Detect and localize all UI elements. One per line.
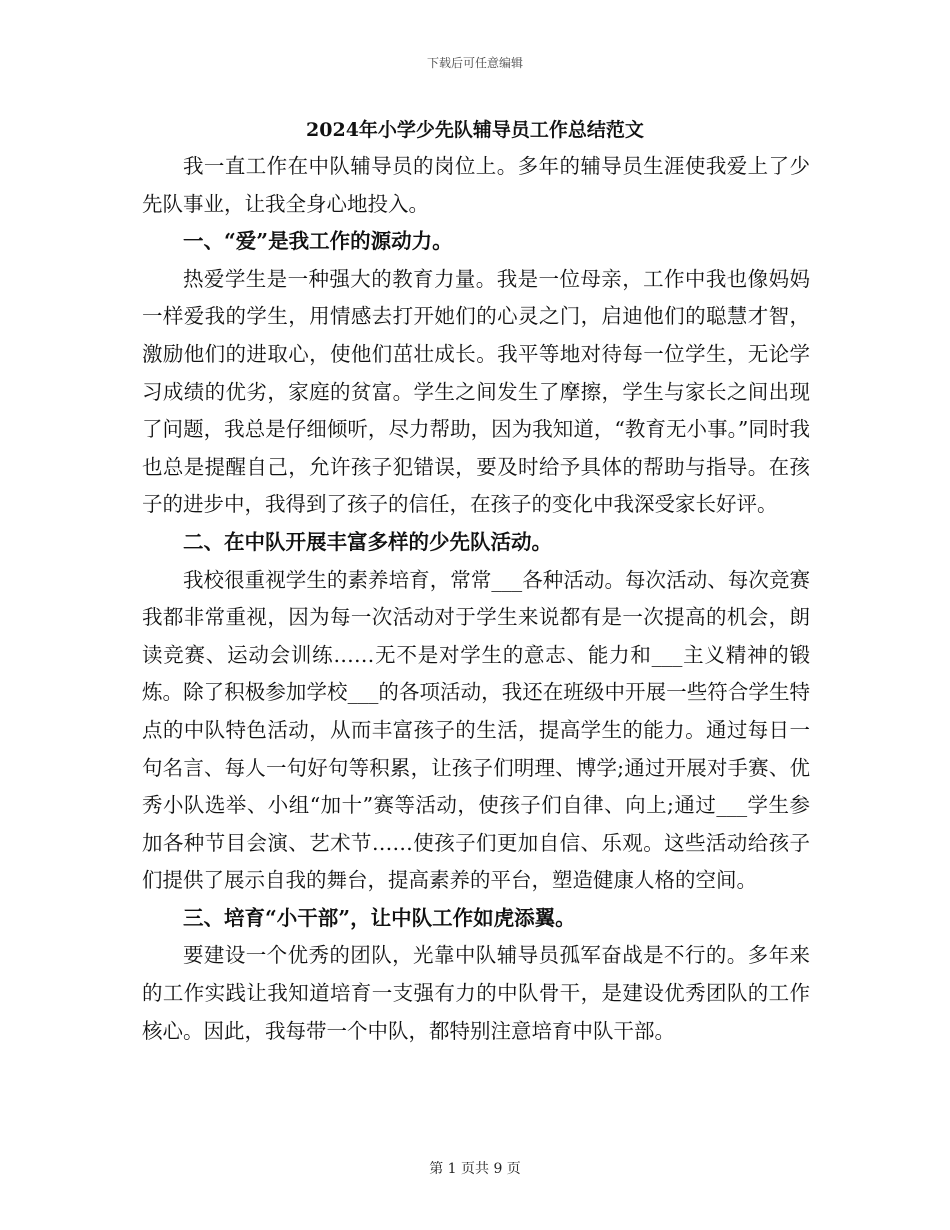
page-footer: 第 1 页共 9 页 — [429, 1161, 521, 1177]
section-3-paragraph: 要建设一个优秀的团队，光靠中队辅导员孤军奋战是不行的。多年来的工作实践让我知道培育一支强有力的中队骨干，是建设优秀团队的工作核心。因此，我每带一个中队，都特别注意培育中队干部。 — [142, 943, 810, 1043]
section-1-paragraph: 热爱学生是一种强大的教育力量。我是一位母亲，工作中我也像妈妈一样爱我的学生，用情感去打开她们的心灵之门，启迪他们的聪慧才智，激励他们的进取心，使他们茁壮成长。我平等地对待每一位学生，无论学习成绩的优劣，家庭的贫富。学生之间发生了摩擦，学生与家长之间出现了问题，我总是仔细倾听，尽力帮助，因为我知道，“教育无小事。”同时我也总是提醒自己，允许孩子犯错误，要及时给予具体的帮助与指导。在孩子的进步中，我得到了孩子的信任，在孩子的变化中我深受家长好评。 — [142, 266, 810, 517]
section-heading-3: 三、培育“小干部”，让中队工作如虎添翼。 — [183, 905, 576, 930]
intro-paragraph: 我一直工作在中队辅导员的岗位上。多年的辅导员生涯使我爱上了少先队事业，让我全身心地投入。 — [142, 154, 810, 216]
header-note: 下载后可任意编辑 — [426, 56, 523, 70]
section-heading-1: 一、“爱”是我工作的源动力。 — [183, 229, 453, 254]
section-2-paragraph: 我校很重视学生的素养培育，常常___各种活动。每次活动、每次竞赛我都非常重视，因为每一次活动对于学生来说都有是一次提高的机会，朗读竞赛、运动会训练……无不是对学生的意志、能力和___主义精神的锻炼。除了积极参加学校___的各项活动，我还在班级中开展一些符合学生特点的中队特色活动，从而丰富孩子的生活，提高学生的能力。通过每日一句名言、每人一句好句等积累，让孩子们明理、博学;通过开展对手赛、优秀小队选举、小组“加十”赛等活动，使孩子们自律、向上;通过___学生参加各种节目会演、艺术节……使孩子们更加自信、乐观。这些活动给孩子们提供了展示自我的舞台，提高素养的平台，塑造健康人格的空间。 — [142, 567, 810, 893]
document-body — [142, 148, 810, 1050]
section-heading-2: 二、在中队开展丰富多样的少先队活动。 — [183, 529, 552, 554]
document-title: 2024年小学少先队辅导员工作总结范文 — [306, 119, 644, 141]
